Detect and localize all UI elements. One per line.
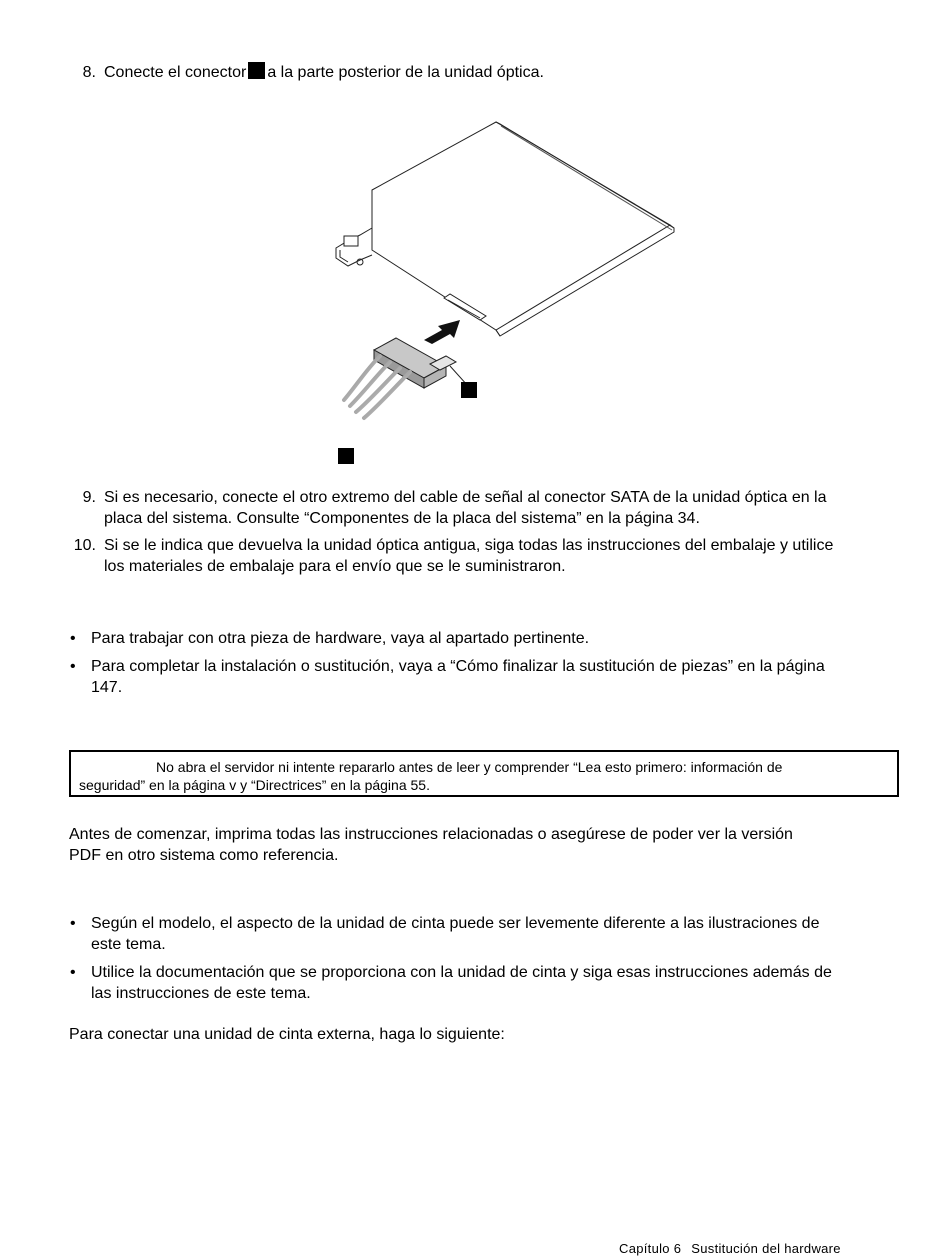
attention-line-1: No abra el servidor ni intente repararlo antes de leer y comprender “Lea esto primero: información de [156, 759, 783, 775]
drive-body [336, 122, 674, 336]
bullet-icon: • [70, 964, 76, 981]
bullet-icon: • [70, 915, 76, 932]
next-bullet-1 [91, 628, 903, 649]
note-bullet-2-line-2: las instrucciones de este tema. [91, 985, 311, 1002]
intro-line-2: PDF en otro sistema como referencia. [69, 847, 339, 864]
next-bullet-2 [91, 656, 903, 698]
step-8-text-before: Conecte el conector [104, 64, 247, 81]
black-square-callout-icon [248, 62, 265, 79]
step-10-text [104, 535, 904, 577]
note-bullet-2-line-1: Utilice la documentación que se proporciona con la unidad de cinta y siga esas instrucciones además de [91, 964, 832, 981]
insert-arrow [424, 320, 460, 344]
footer-title: Sustitución del hardware [691, 1241, 841, 1256]
black-square-callout-icon [461, 382, 477, 398]
step-10-line-2: los materiales de embalaje para el envío que se le suministraron. [104, 558, 566, 575]
note-bullet-1 [91, 913, 903, 955]
step-9-text [104, 487, 904, 529]
attention-line-2: seguridad” en la página v y “Directrices” en la página 55. [79, 777, 430, 793]
step-9-line-2: placa del sistema. Consulte “Componentes de la placa del sistema” en la página 34. [104, 510, 700, 527]
step-8-text [104, 62, 904, 83]
intro-line-1: Antes de comenzar, imprima todas las instrucciones relacionadas o asegúrese de poder ver la versión [69, 826, 793, 843]
note-bullet-2 [91, 962, 903, 1004]
procedure-intro: Para conectar una unidad de cinta externa, haga lo siguiente: [69, 1026, 505, 1043]
note-bullet-1-line-2: este tema. [91, 936, 166, 953]
optical-drive-illustration [320, 110, 680, 480]
note-bullet-1-line-1: Según el modelo, el aspecto de la unidad de cinta puede ser levemente diferente a las ilustraciones de [91, 915, 820, 932]
step-9-number: 9. [82, 489, 96, 506]
step-8-text-after: a la parte posterior de la unidad óptica. [267, 64, 544, 81]
intro-paragraph [69, 824, 909, 866]
bullet-icon: • [70, 630, 76, 647]
page-footer [619, 1238, 841, 1259]
next-bullet-2-line-2: 147. [91, 679, 123, 696]
bullet-icon: • [70, 658, 76, 675]
step-10-number: 10. [73, 537, 96, 554]
next-bullet-2-line-1: Para completar la instalación o sustitución, vaya a “Cómo finalizar la sustitución de piezas” en la página [91, 658, 825, 675]
step-8-number: 8. [82, 64, 96, 81]
step-9-line-1: Si es necesario, conecte el otro extremo del cable de señal al conector SATA de la unidad óptica en la [104, 489, 827, 506]
black-square-callout-icon [338, 448, 354, 464]
footer-chapter: Capítulo 6 [619, 1241, 682, 1256]
attention-box [69, 750, 899, 797]
next-bullet-1-line-1: Para trabajar con otra pieza de hardware, vaya al apartado pertinente. [91, 630, 590, 647]
step-10-line-1: Si se le indica que devuelva la unidad óptica antigua, siga todas las instrucciones del embalaje y utilice [104, 537, 834, 554]
